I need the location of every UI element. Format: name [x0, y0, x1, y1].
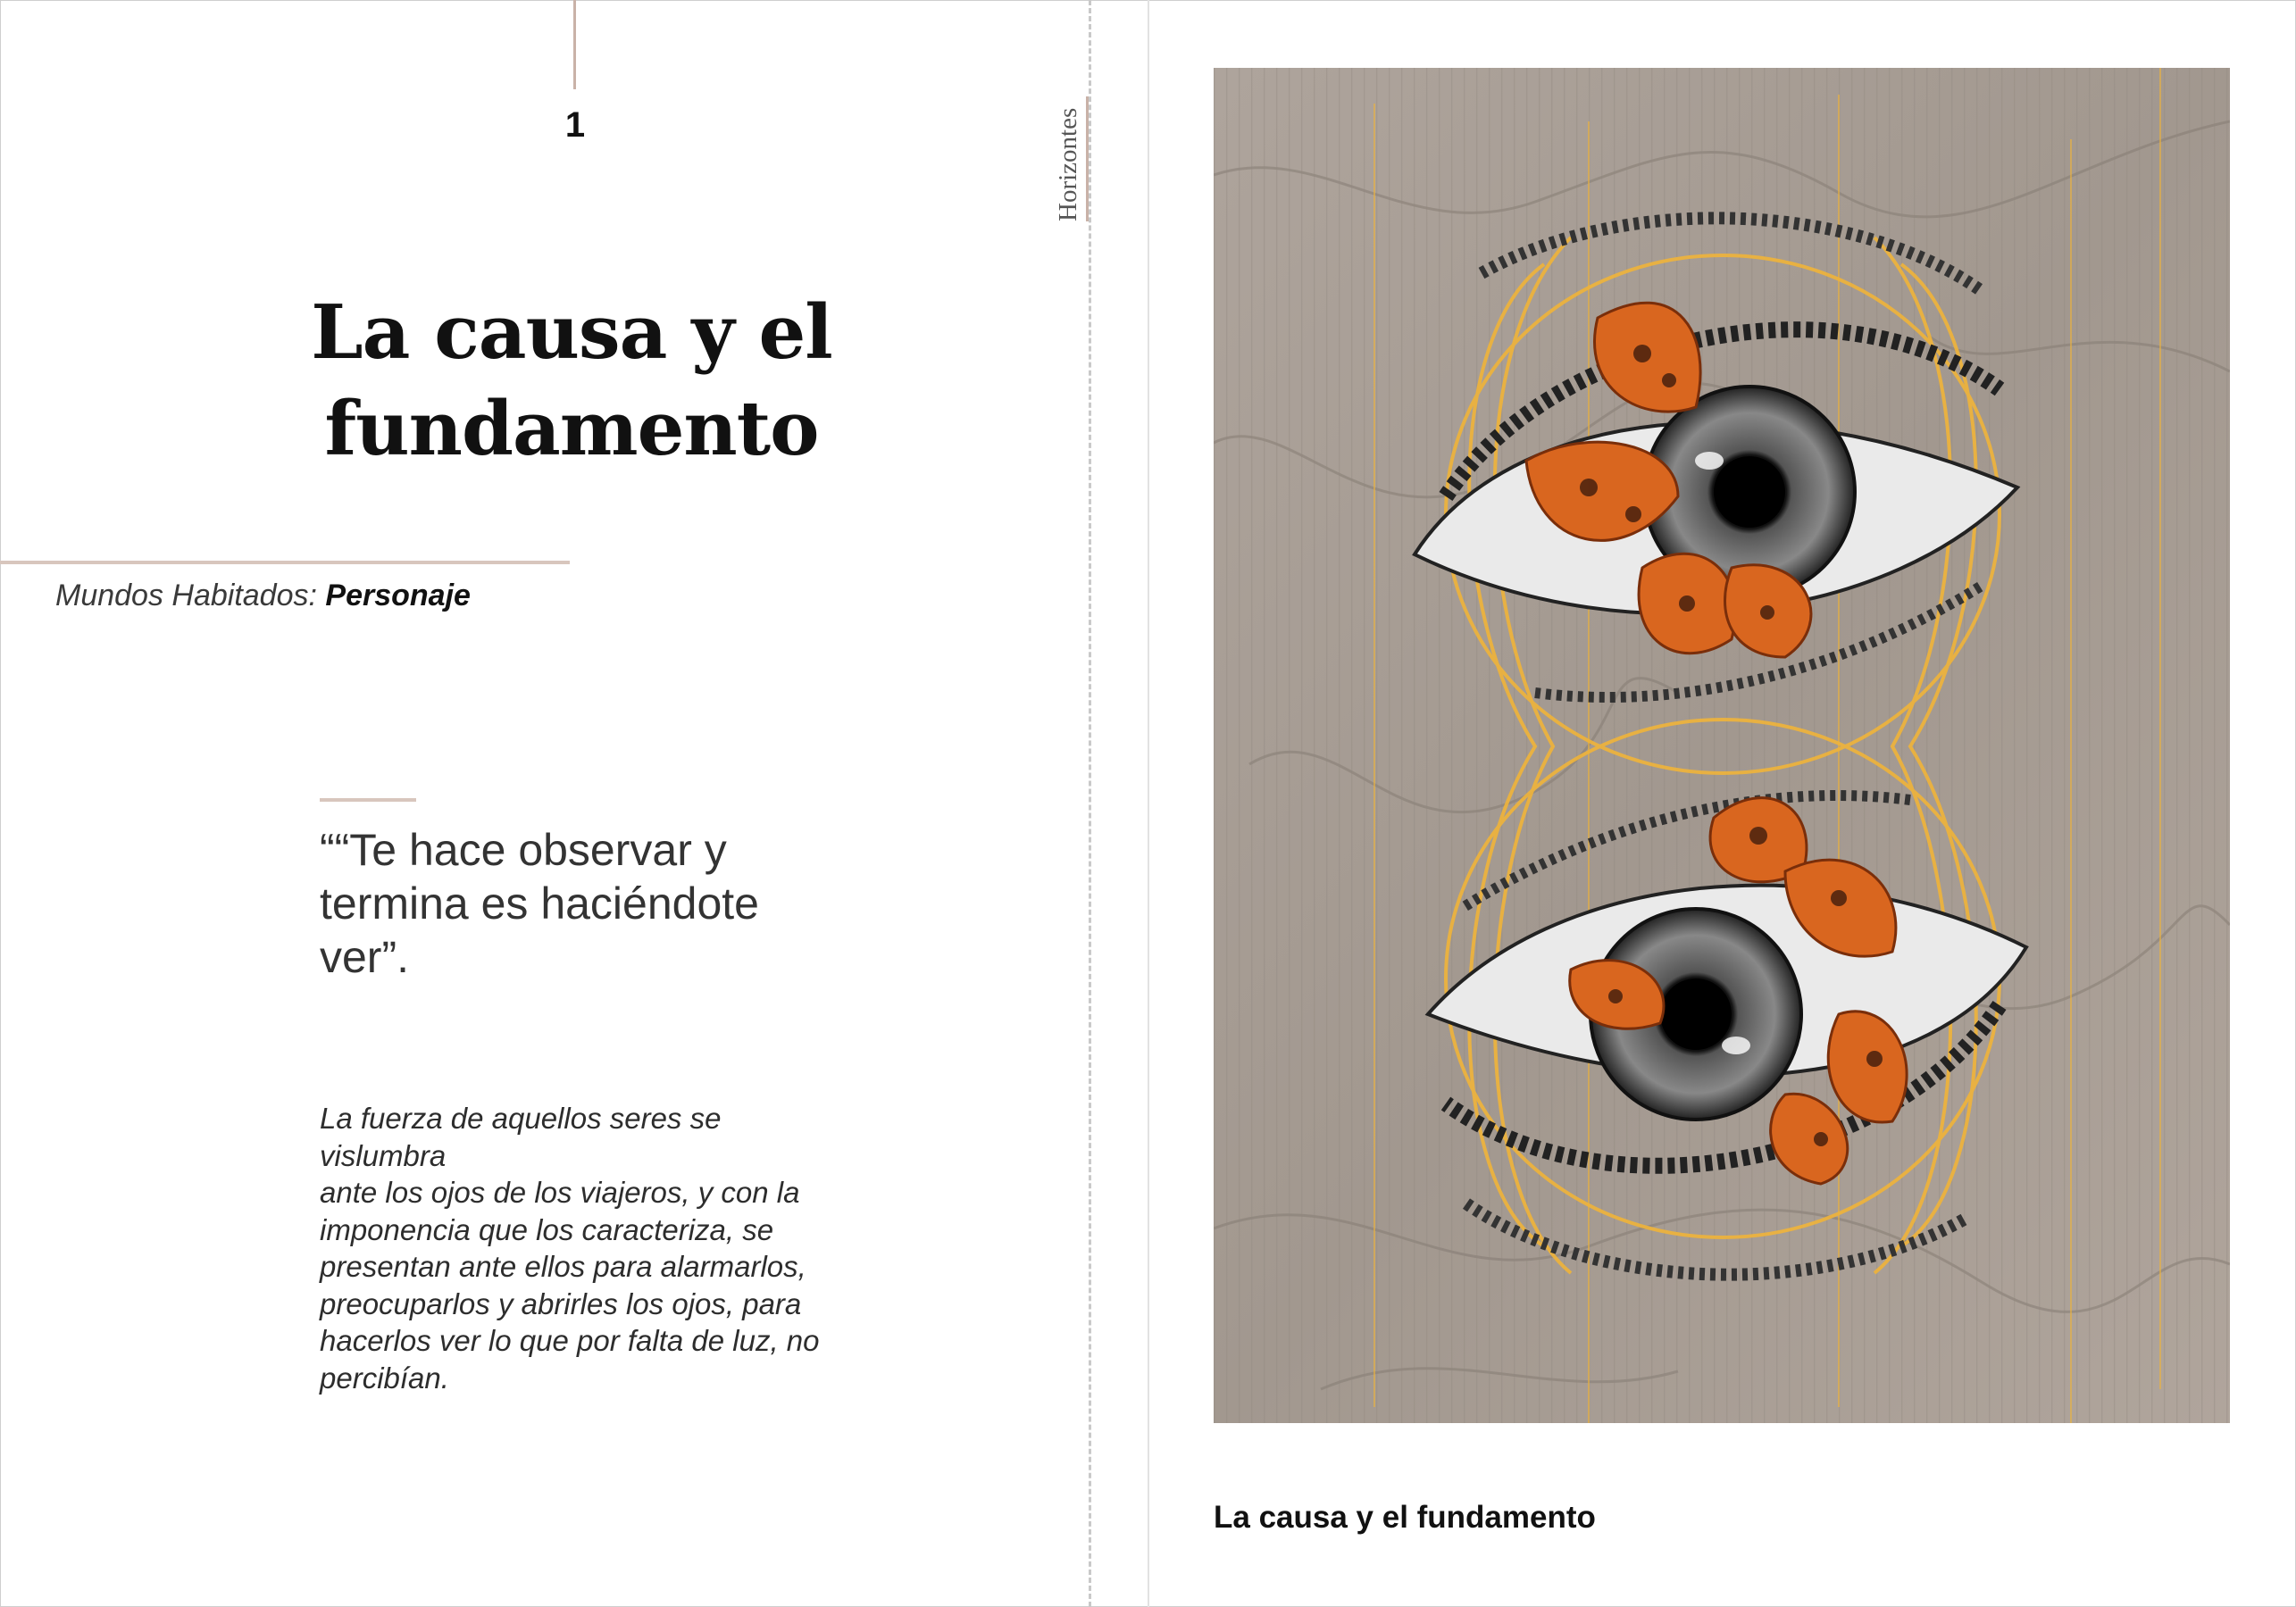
quote-rule: [320, 798, 416, 802]
eyes-butterflies-artwork: [1214, 68, 2230, 1423]
body-line: presentan ante ellos para alarmarlos,: [320, 1250, 806, 1283]
body-line: La fuerza de aquellos seres se vislumbra: [320, 1102, 722, 1172]
body-line: imponencia que los caracteriza, se: [320, 1212, 774, 1246]
category-line: [55, 579, 471, 613]
running-head: [1027, 71, 1081, 223]
running-head-text: Horizontes: [1054, 107, 1082, 221]
page-number: 1: [564, 105, 586, 145]
spine-divider: [1148, 0, 1149, 1607]
top-vertical-rule: [573, 0, 576, 89]
body-line: hacerlos ver lo que por falta de luz, no: [320, 1324, 820, 1357]
quote-line-3: ver”.: [320, 932, 409, 982]
category-label: Mundos Habitados:: [55, 579, 317, 612]
body-line: preocuparlos y abrirles los ojos, para: [320, 1286, 802, 1320]
body-line: percibían.: [320, 1361, 449, 1395]
running-head-rule: [1086, 96, 1089, 221]
quote-line-2: termina es haciéndote: [320, 878, 759, 928]
section-rule: [0, 561, 570, 564]
body-paragraph: [320, 1100, 847, 1396]
fold-cut-line: [1089, 0, 1091, 1607]
title-line-2: fundamento: [324, 385, 819, 472]
article-title: [295, 284, 848, 477]
title-line-1: La causa y el: [311, 288, 832, 376]
artwork-caption: La causa y el fundamento: [1214, 1500, 1596, 1535]
category-value: Personaje: [325, 579, 471, 612]
pull-quote: [320, 823, 820, 984]
quote-line-1: ““Te hace observar y: [320, 825, 727, 875]
body-line: ante los ojos de los viajeros, y con la: [320, 1176, 800, 1209]
